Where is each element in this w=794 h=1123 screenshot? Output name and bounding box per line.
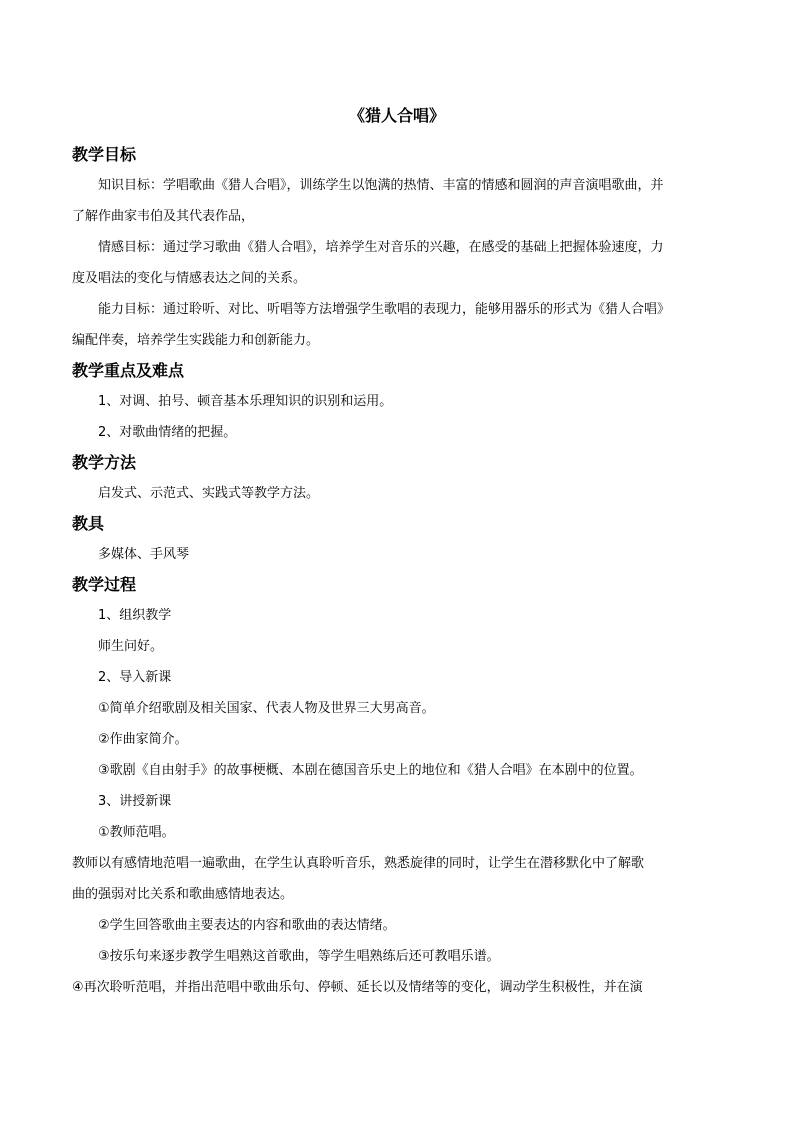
section-heading-objectives: 教学目标 xyxy=(72,145,137,164)
process-step-2-item: ②作曲家简介。 xyxy=(98,732,188,747)
process-step-3-item-2: ②学生回答歌曲主要表达的内容和歌曲的表达情绪。 xyxy=(98,918,396,933)
key-point-item: 2、对歌曲情绪的把握。 xyxy=(98,425,237,440)
paragraph-ability-objective xyxy=(72,294,724,356)
methods-text: 启发式、示范式、实践式等教学方法。 xyxy=(98,486,320,501)
process-step-3-item-1-description xyxy=(72,848,724,910)
step-3-description-line-2: 曲的强弱对比关系和歌曲感情地表达。 xyxy=(72,887,294,902)
section-heading-process: 教学过程 xyxy=(72,575,137,594)
process-step-3-item-3: ③按乐句来逐步教学生唱熟这首歌曲，等学生唱熟练后还可教唱乐谱。 xyxy=(98,949,500,964)
section-heading-methods: 教学方法 xyxy=(72,453,137,472)
paragraph-knowledge-objective xyxy=(72,170,724,232)
section-heading-key-points: 教学重点及难点 xyxy=(72,361,185,380)
knowledge-objective-line-2: 了解作曲家韦伯及其代表作品， xyxy=(72,209,255,224)
process-step-2-item: ③歌剧《自由射手》的故事梗概、本剧在德国音乐史上的地位和《猎人合唱》在本剧中的位置。 xyxy=(98,763,643,778)
document-body xyxy=(72,140,724,1003)
key-point-item: 1、对调、拍号、顿音基本乐理知识的识别和运用。 xyxy=(98,394,393,409)
step-3-item-4-line: ④再次聆听范唱，并指出范唱中歌曲乐句、停顿、延长以及情绪等的变化，调动学生积极性，并在演 xyxy=(72,980,643,995)
emotion-objective-line-1: 情感目标：通过学习歌曲《猎人合唱》，培养学生对音乐的兴趣，在感受的基础上把握体验速度，力 xyxy=(98,240,664,255)
knowledge-objective-line-1: 知识目标：学唱歌曲《猎人合唱》，训练学生以饱满的热情、丰富的情感和圆润的声音演唱歌曲，并 xyxy=(98,178,664,193)
ability-objective-line-1: 能力目标：通过聆听、对比、听唱等方法增强学生歌唱的表现力，能够用器乐的形式为《猎人合唱》 xyxy=(98,302,671,317)
process-step-1-title: 1、组织教学 xyxy=(98,608,172,623)
process-step-3-title: 3、讲授新课 xyxy=(98,794,172,809)
section-heading-tools: 教具 xyxy=(72,514,105,533)
ability-objective-line-2: 编配伴奏，培养学生实践能力和创新能力。 xyxy=(72,333,320,348)
paragraph-emotion-objective xyxy=(72,232,724,294)
document-title: 《猎人合唱》 xyxy=(348,106,445,125)
process-step-2-title: 2、导入新课 xyxy=(98,670,172,685)
step-3-description-line-1: 教师以有感情地范唱一遍歌曲，在学生认真聆听音乐，熟悉旋律的同时，让学生在潜移默化中了解歌 xyxy=(72,856,645,871)
process-step-3-item-4 xyxy=(72,972,724,1003)
emotion-objective-line-2: 度及唱法的变化与情感表达之间的关系。 xyxy=(72,271,307,286)
process-step-1-text: 师生问好。 xyxy=(98,639,164,654)
process-step-2-item: ①简单介绍歌剧及相关国家、代表人物及世界三大男高音。 xyxy=(98,701,435,716)
process-step-3-item-1: ①教师范唱。 xyxy=(98,825,175,840)
tools-text: 多媒体、手风琴 xyxy=(98,547,190,562)
